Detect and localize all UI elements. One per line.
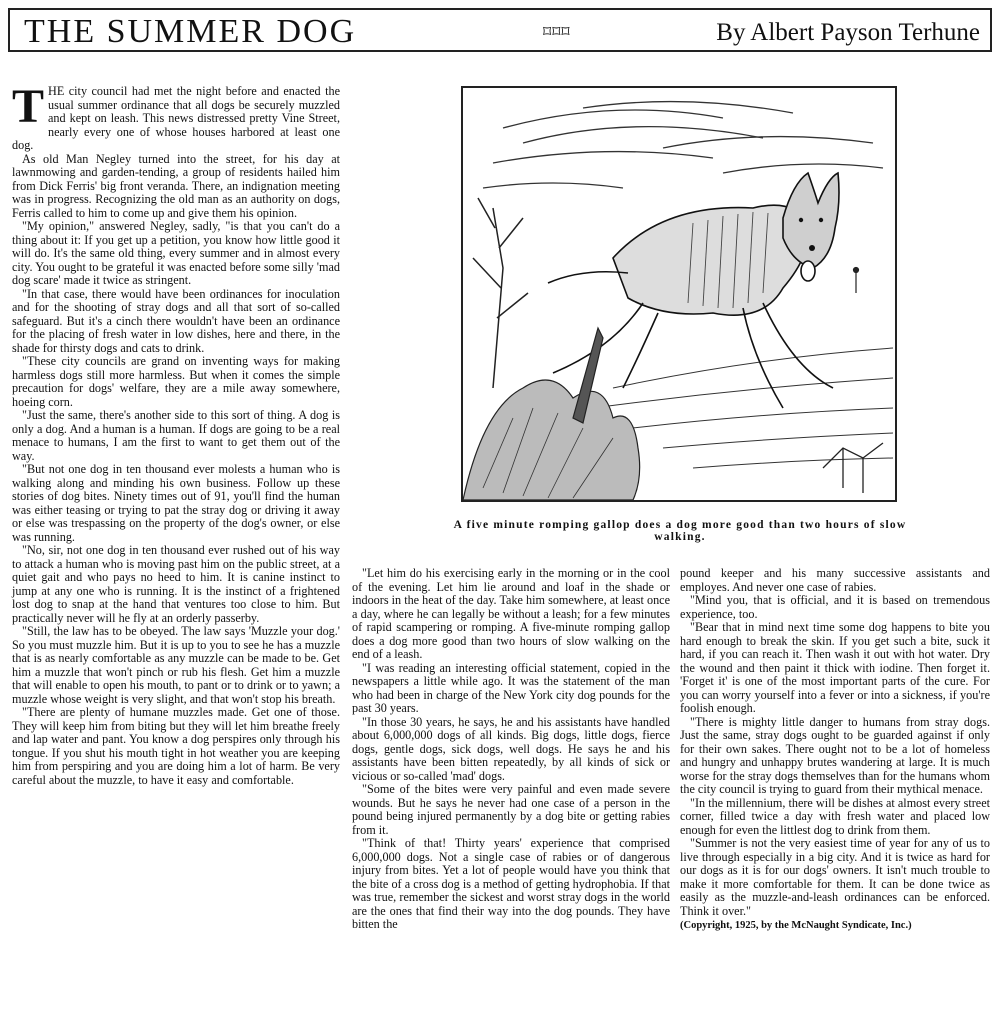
paragraph: "In those 30 years, he says, he and his assistants have handled about 6,000,000 dogs of all kinds. Big dogs, little dogs, fierce dogs, gentle dogs, sick dogs, well dogs. He says he and his assistants have been bitten repeatedly, by all kinds of sick or vicious or so-called 'mad' dogs. [352,714,670,783]
paragraph: "Still, the law has to be obeyed. The law says 'Muzzle your dog.' So you must muzzle him. But it is up to you to see he has a muzzle that is as nearly comfortable as any muzzle can be made to be. Get him a muzzle that won't pinch or rub his flesh. Get him a muzzle that will enable to open his mouth, to pant or to drink or to yawn; a muzzle whose weight is very slight, and that won't stop his breath. [12,624,340,706]
drop-cap: T [12,80,45,133]
paragraph: "My opinion," answered Negley, sadly, "is that you can't do a thing about it: If you get up a petition, you know how little good it will do. It's the same old thing, every summer and in almost every city. You ought to be grateful it was enacted before some silly 'mad dog scare' made it twice as stringent. [12,219,340,287]
paragraph: "Just the same, there's another side to this sort of thing. A dog is only a dog. And a human is a human. If dogs are going to be a real menace to humans, I am the first to want to get them out of the way. [12,408,340,463]
paragraph: pound keeper and his many successive assistants and employes. And never one case of rabies. [680,566,990,594]
running-dog-drawing [463,88,895,500]
paragraph: "In that case, there would have been ordinances for inoculation and for the shooting of stray dogs and all that sort of so-called safeguard. But it's a cinch there wouldn't have been an ordinance for the placing of fresh water in low dishes, here and there, in the shade for thirsty dogs and cats to drink. [12,286,340,355]
paragraph: "There is mighty little danger to humans from stray dogs. Just the same, stray dogs ought to be guarded against if only for their own sakes. There ought not to be a lot of homeless and hungry and unhappy brutes wandering at large. It is much worse for the stray dogs themselves than for the humans whom the city council is trying to guard from their mythical menace. [680,714,990,796]
paragraph: "Bear that in mind next time some dog happens to bite you hard enough to break the skin. If you get such a bite, suck it hard, if you can reach it. Then wash it out with hot water. Dry the wound and then paint it thick with iodine. Then forget it. 'Forget it' is one of the most important parts of the cure. For you can worry yourself into a fever or into a sickness, if you're foolish enough. [680,620,990,715]
dog-illustration [461,86,897,502]
column-1 [12,80,340,787]
paragraph: "Some of the bites were very painful and even made severe wounds. But he says he never had one case of a person in the pound being injured permanently by a dog bite or getting rabies from it. [352,782,670,837]
paragraph: "These city councils are grand on inventing ways for making harmless dogs still more harmless. But when it comes the simple precaution for dogs' welfare, they are a mile away somewhere, hoeing corn. [12,354,340,409]
byline: By Albert Payson Terhune [716,19,980,46]
paragraph: "But not one dog in ten thousand ever molests a human who is walking along and minding his own business. Follow up these stories of dog bites. Ninety times out of 91, you'll find the human was either teasing or trying to pat the stray dog or driving it away or else was trespassing on the property of the dog's owner, or else was running. [12,462,340,544]
article-title: THE SUMMER DOG [24,13,357,50]
paragraph: As old Man Negley turned into the street, for his day at lawnmowing and garden-tending, a group of residents hailed him from Dick Ferris' big front veranda. There, an indignation meeting was in progress. Recognizing the old man as an authority on dogs, Ferris called to him to come up and give them his opinion. [12,151,340,220]
paragraph: "Summer is not the very easiest time of year for any of us to live through especially in a big city. And it is twice as hard for our dogs as it is for our dogs' owners. It isn't much trouble to make it more comfortable for them. It can be done twice as easily as the muzzle-and-leash ordinances can be enforced. Think it over." [680,836,990,918]
paragraph: "Think of that! Thirty years' experience that comprised 6,000,000 dogs. Not a single case of rabies or of dangerous injury from bites. Yet a lot of people would have you think that the bite of a cross dog is a method of getting hydrophobia. If that was true, remember the sickest and worst stray dogs in the world are the ones that find their way into the dog pounds. They have bitten the [352,836,670,931]
paragraph: HE city council had met the night before and enacted the usual summer ordinance that all dogs be securely muzzled and kept on leash. This news distressed pretty Vine Street, nearly every one of whose houses harbored at least one dog. [12,84,340,152]
illustration-caption: A five minute romping gallop does a dog more good than two hours of slow walking. [453,519,907,543]
paragraph: "I was reading an interesting official statement, copied in the newspapers a little while ago. It was the statement of the man who had been in charge of the New York city dog pounds for the past 30 years. [352,660,670,715]
title-ornament: ⌑⌑⌑ [543,24,571,41]
paragraph: "Let him do his exercising early in the morning or in the cool of the evening. Let him lie around and loaf in the shade or indoors in the heat of the day. Take him somewhere, at least once a day, where he can legally be without a leash; for a few minutes of rapid scampering or romping. A five-minute romping gallop does a dog more good than two hours of slow walking on the end of a leash. [352,566,670,661]
paragraph: "Mind you, that is official, and it is based on tremendous experience, too. [680,593,990,621]
title-bar [8,8,992,52]
column-3 [680,567,990,933]
paragraph: "No, sir, not one dog in ten thousand ever rushed out of his way to attack a human who is moving past him on the public street, at a quiet gait and who pays no heed to him. It is canine instinct to jump at any one who is running. It is the instinct of a frightened lost dog to snap at the hand that ventures too close to him. But practically never will he fly at an orderly passerby. [12,543,340,625]
paragraph: "In the millennium, there will be dishes at almost every street corner, filled twice a day with fresh water and placed low enough for even the littlest dog to drink from them. [680,795,990,837]
paragraph: "There are plenty of humane muzzles made. Get one of those. They will keep him from biting but they will let him breathe freely and lap water and pant. You know a dog perspires only through his tongue. If you shut his mouth tight in hot weather you are keeping him from perspiring and you are doing him a lot of harm. Be very careful about the muzzle, to have it easy and comfortable. [12,705,340,787]
column-2 [352,567,670,932]
copyright-notice: (Copyright, 1925, by the McNaught Syndicate, Inc.) [680,920,912,931]
